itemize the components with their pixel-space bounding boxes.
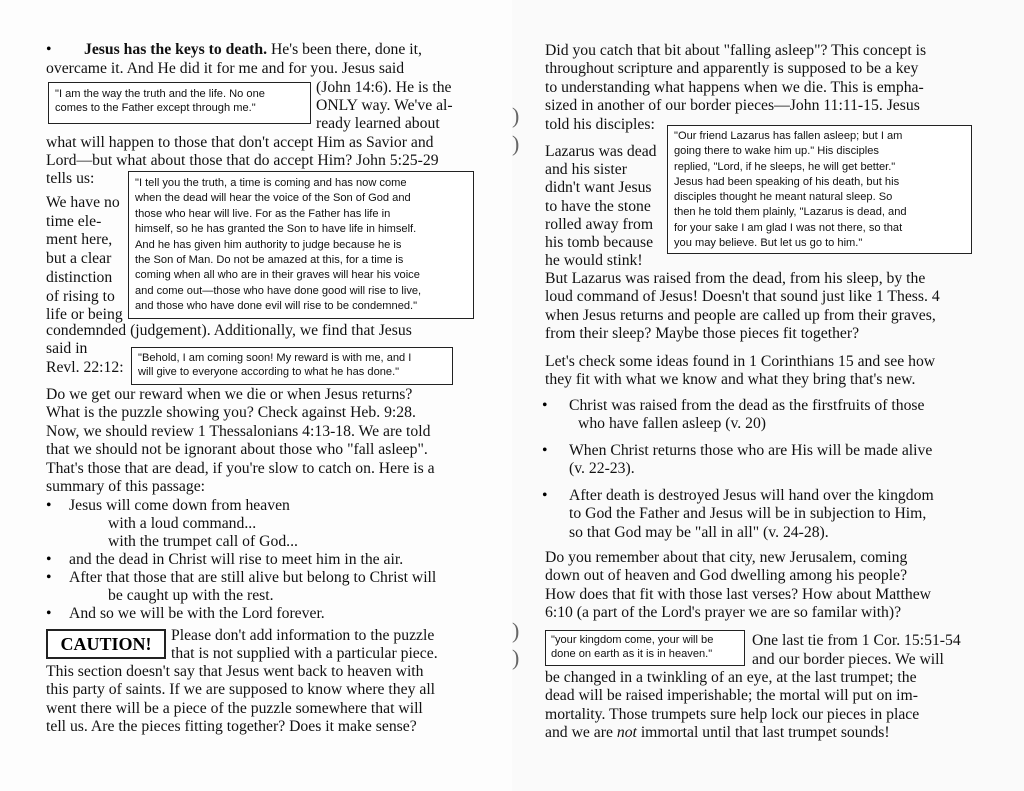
text-line: and our border pieces. We will (752, 651, 944, 668)
para-line-last (545, 724, 919, 742)
binding-mark: ) (512, 618, 520, 643)
list-line: After death is destroyed Jesus will hand over the kingdom (569, 487, 934, 504)
list-line: When Christ returns those who are His will be made alive (569, 442, 933, 459)
para-line: Do we get our reward when we die or when Jesus returns? (46, 386, 413, 403)
quote-line: and those who have done evil will rise to be condemned." (135, 300, 418, 313)
para-line: dead will be raised imperishable; the mortal will put on im- (545, 687, 918, 705)
quote-line: for your sake I am glad I was not there, so that (674, 221, 903, 234)
binding-mark: ) (512, 645, 520, 670)
para-line: Did you catch that bit about "falling asleep"? This concept is (545, 42, 927, 59)
quote-line: "I tell you the truth, a time is coming and has now come (135, 177, 407, 189)
text-line: what will happen to those that don't accept Him as Savior and (46, 134, 434, 151)
quote-line: And he has given him authority to judge because he is (135, 238, 402, 251)
quote-line: replied, "Lord, if he sleeps, he will get better." (674, 160, 896, 173)
text-line: (John 14:6). He is the (316, 79, 452, 96)
list-line: so that God may be "all in all" (v. 24-28). (569, 523, 829, 541)
para-line: How does that fit with those last verses? How about Matthew (545, 585, 932, 603)
side-line: Lazarus was dead (545, 143, 657, 160)
right-page (512, 0, 1024, 791)
text-line: Lord—but what about those that do accept Him? John 5:25-29 (46, 152, 439, 169)
para-line: down out of heaven and God dwelling among his people? (545, 567, 908, 585)
paragraph (46, 386, 435, 496)
paragraph (545, 42, 926, 134)
list-item (569, 442, 932, 479)
quote-line: and come out—those who have done good will rise to live, (135, 284, 422, 297)
text-line: said in (46, 340, 88, 357)
bullet: • (542, 487, 548, 504)
text-line: ready learned about (316, 115, 440, 132)
intro-line (84, 41, 422, 59)
quote-line: the Son of Man. Do not be amazed at this, for a time is (135, 254, 404, 267)
quote-line: done on earth as it is in heaven." (551, 648, 713, 661)
para-line: Do you remember about that city, new Jerusalem, coming (545, 549, 908, 566)
side-line: of rising to (46, 287, 115, 305)
para-line: Now, we should review 1 Thessalonians 4:13-18. We are told (46, 422, 431, 440)
bullet: • (46, 41, 52, 58)
side-line: and his sister (545, 161, 627, 179)
para-line: sized in another of our border pieces—John 11:11-15. Jesus (545, 97, 920, 115)
quote-box-john-5 (128, 171, 474, 319)
side-line: he would stink! (545, 252, 643, 270)
list-sub-item: with the trumpet call of God... (108, 533, 298, 550)
para-line: throughout scripture and apparently is supposed to be a key (545, 60, 919, 78)
para-line: tell us. Are the pieces fitting together? Does it make sense? (46, 718, 417, 736)
side-column (46, 194, 123, 325)
side-line: rolled away from (545, 215, 654, 233)
para-line: to understanding what happens when we die. This is empha- (545, 78, 924, 96)
intro-rest: He's been there, done it, (267, 41, 422, 58)
para-line: This section doesn't say that Jesus went back to heaven with (46, 663, 424, 680)
quote-line: coming when all who are in their graves will hear his voice (135, 269, 420, 282)
binding-mark: ) (512, 103, 520, 128)
para-line: What is the puzzle showing you? Check against Heb. 9:28. (46, 404, 416, 422)
text-line: Please don't add information to the puzzle (171, 627, 435, 644)
bullet: • (46, 569, 52, 586)
bullet: • (46, 551, 52, 568)
para-line: this party of saints. If we are supposed to know where they all (46, 681, 436, 699)
quote-line: you may believe. But let us go to him." (674, 237, 863, 250)
quote-line: when the dead will hear the voice of the Son of God and (135, 192, 411, 205)
para-line: 6:10 (a part of the Lord's prayer we are so familar with)? (545, 604, 902, 622)
para-line: that we should not be ignorant about those who "fall asleep". (46, 441, 428, 459)
quote-line: "I am the way the truth and the life. No one (55, 88, 265, 100)
side-line: to have the stone (545, 197, 651, 215)
quote-line: "Our friend Lazarus has fallen asleep; but I am (674, 130, 903, 142)
quote-line: those who hear will live. For as the Father has life in (135, 207, 391, 220)
paragraph (545, 669, 919, 743)
text-line: Revl. 22:12: (46, 359, 124, 376)
list-line: to God the Father and Jesus will be in subjection to Him, (569, 505, 927, 523)
text-span: and we are (545, 724, 617, 742)
bullet: • (46, 605, 52, 622)
para-line: summary of this passage: (46, 478, 206, 496)
intro-bold: Jesus has the keys to death. (84, 41, 268, 58)
list-item: After that those that are still alive but belong to Christ will (69, 569, 437, 586)
quote-line: "your kingdom come, your will be (551, 634, 714, 646)
para-line: loud command of Jesus! Doesn't that sound just like 1 Thess. 4 (545, 288, 940, 306)
para-line: from their sleep? Maybe those pieces fit together? (545, 325, 860, 343)
side-line: didn't want Jesus (545, 179, 652, 197)
quote-line: "Behold, I am coming soon! My reward is with me, and I (138, 352, 412, 364)
quote-line: Jesus had been speaking of his death, but his (674, 175, 900, 188)
list-line: Christ was raised from the dead as the firstfruits of those (569, 397, 925, 414)
caution-badge: CAUTION! (46, 629, 166, 659)
quote-line: himself, so he has granted the Son to have life in himself. (135, 223, 417, 236)
list-item: and the dead in Christ will rise to meet him in the air. (69, 551, 404, 568)
list-sub-item: with a loud command... (108, 515, 257, 532)
list-item: And so we will be with the Lord forever. (69, 605, 325, 622)
side-line: ment here, (46, 231, 113, 249)
side-line: his tomb because (545, 234, 654, 252)
text-line: overcame it. And He did it for me and for you. Jesus said (46, 60, 405, 77)
quote-box-john-14 (48, 82, 311, 124)
quote-line: comes to the Father except through me." (55, 102, 256, 115)
quote-box-revelation (131, 347, 453, 385)
para-line: they fit with what we know and what they bring that's new. (545, 371, 916, 389)
side-line: time ele- (46, 212, 102, 230)
bullet: • (46, 497, 52, 514)
list-item (569, 397, 925, 434)
paragraph (46, 663, 435, 737)
para-line: be changed in a twinkling of an eye, at the last trumpet; the (545, 669, 917, 686)
text-line: tells us: (46, 170, 95, 187)
text-line: One last tie from 1 Cor. 15:51-54 (752, 632, 961, 649)
para-line: That's those that are dead, if you're slow to catch on. Here is a (46, 459, 435, 477)
text-span: immortal until that last trumpet sounds! (636, 724, 890, 742)
para-line: when Jesus returns and people are called up from their graves, (545, 306, 936, 324)
paragraph (545, 549, 931, 623)
side-line: We have no (46, 194, 120, 211)
quote-box-matthew (545, 630, 745, 666)
quote-box-john-11 (667, 125, 972, 254)
bullet: • (542, 442, 548, 459)
text-line: that is not supplied with a particular piece. (171, 645, 438, 662)
text-line: ONLY way. We've al- (316, 97, 453, 114)
para-line: went there will be a piece of the puzzle somewhere that will (46, 699, 423, 717)
quote-line: then he told them plainly, "Lazarus is dead, and (674, 206, 907, 219)
para-line: Let's check some ideas found in 1 Corinthians 15 and see how (545, 353, 936, 370)
list-item-cont: be caught up with the rest. (108, 587, 274, 604)
paragraph (545, 270, 940, 344)
para-line: told his disciples: (545, 115, 655, 133)
side-line: but a clear (46, 250, 112, 268)
list-line: (v. 22-23). (569, 460, 635, 478)
binding-mark: ) (512, 131, 520, 156)
quote-line: going there to wake him up." His disciples (674, 145, 879, 158)
side-line: distinction (46, 268, 113, 286)
side-line: life or being (46, 306, 123, 324)
quote-line: disciples thought he meant natural sleep. So (674, 191, 893, 204)
list-line: who have fallen asleep (v. 20) (578, 415, 767, 433)
paragraph (545, 353, 935, 390)
quote-line: will give to everyone according to what he has done." (138, 366, 400, 379)
text-line: condemnded (judgement). Additionally, we find that Jesus (46, 322, 412, 339)
para-line: mortality. Those trumpets sure help lock our pieces in place (545, 705, 920, 723)
bullet: • (542, 397, 548, 414)
para-line: But Lazarus was raised from the dead, from his sleep, by the (545, 270, 926, 287)
list-item (569, 487, 934, 542)
side-column (545, 143, 657, 270)
list-item: Jesus will come down from heaven (69, 497, 290, 514)
emphasis-not: not (616, 724, 637, 742)
